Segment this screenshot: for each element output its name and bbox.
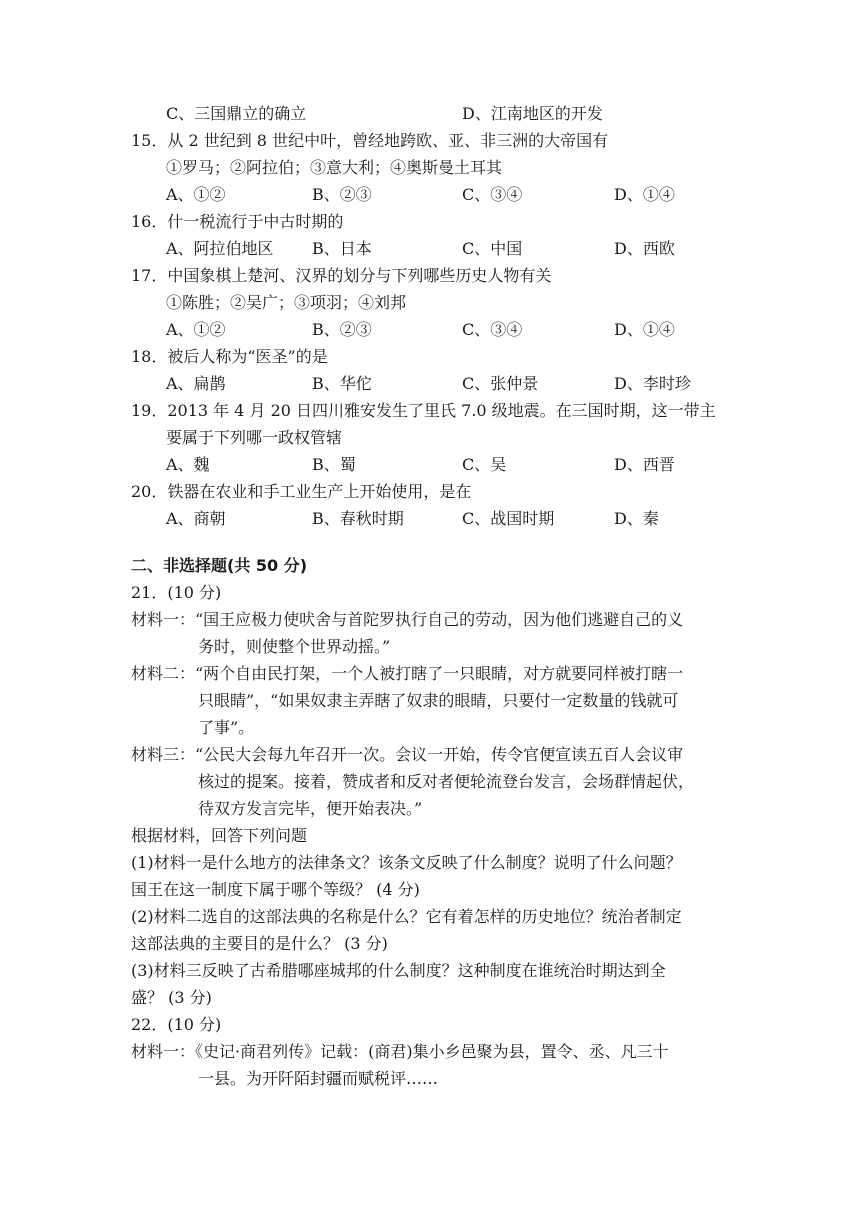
q17-option-a: A、①② <box>166 320 226 339</box>
q15-option-b: B、②③ <box>312 185 372 204</box>
q17-stem: 17．中国象棋上楚河、汉界的划分与下列哪些历史人物有关 <box>131 266 552 285</box>
q18-option-b: B、华佗 <box>312 374 372 393</box>
q17-items: ①陈胜；②吴广；③项羽；④刘邦 <box>166 293 407 312</box>
q19-stem-line1: 19．2013 年 4 月 20 日四川雅安发生了里氏 7.0 级地震。在三国时期，这一带主 <box>131 401 716 420</box>
q21-material2-line1: 材料二：“两个自由民打架，一个人被打瞎了一只眼睛，对方就要同样被打瞎一 <box>131 664 684 683</box>
q21-subquestion3-line2: 盛？ (3 分) <box>131 988 212 1007</box>
q18-option-d: D、李时珍 <box>614 374 691 393</box>
q16-option-d: D、西欧 <box>614 239 675 258</box>
q21-material3-line2: 核过的提案。接着，赞成者和反对者便轮流登台发言，会场群情起伏， <box>198 772 695 791</box>
q16-stem: 16．什一税流行于中古时期的 <box>131 212 344 231</box>
q21-material1-line2: 务时，则使整个世界动摇。” <box>198 637 391 656</box>
q18-option-c: C、张仲景 <box>462 374 539 393</box>
q19-stem-line2: 要属于下列哪一政权管辖 <box>166 428 343 447</box>
q21-material2-line2: 只眼睛”，“如果奴隶主弄瞎了奴隶的眼睛，只要付一定数量的钱就可 <box>198 691 679 710</box>
q16-option-b: B、日本 <box>312 239 372 258</box>
q17-option-b: B、②③ <box>312 320 372 339</box>
q15-option-d: D、①④ <box>614 185 675 204</box>
q16-option-a: A、阿拉伯地区 <box>166 239 274 258</box>
q21-subquestion1-line1: (1)材料一是什么地方的法律条文？该条文反映了什么制度？说明了什么问题？ <box>131 853 682 872</box>
section-heading: 二、非选择题(共 50 分) <box>131 556 308 575</box>
q21-material3-line3: 待双方发言完毕，便开始表决。” <box>198 799 423 818</box>
q20-option-d: D、秦 <box>614 509 659 528</box>
q19-option-a: A、魏 <box>166 455 210 474</box>
q18-option-a: A、扁鹊 <box>166 374 226 393</box>
q21-subquestion2-line1: (2)材料二选自的这部法典的名称是什么？它有着怎样的历史地位？统治者制定 <box>131 907 682 926</box>
q18-stem: 18．被后人称为“医圣”的是 <box>131 347 328 366</box>
q15-option-a: A、①② <box>166 185 226 204</box>
q16-option-c: C、中国 <box>462 239 523 258</box>
q21-subquestion2-line2: 这部法典的主要目的是什么？ (3 分) <box>131 934 388 953</box>
q21-material3-line1: 材料三：“公民大会每九年召开一次。会议一开始，传令官便宣读五百人会议审 <box>131 745 684 764</box>
q15-option-c: C、③④ <box>462 185 523 204</box>
q22-material1-line1: 材料一：《史记·商君列传》记载：(商君)集小乡邑聚为县，置令、丞、凡三十 <box>131 1042 669 1061</box>
q22-header: 22．(10 分) <box>131 1015 222 1034</box>
q21-subquestion1-line2: 国王在这一制度下属于哪个等级？ (4 分) <box>131 880 420 899</box>
q20-option-b: B、春秋时期 <box>312 509 404 528</box>
q17-option-c: C、③④ <box>462 320 523 339</box>
q21-material2-line3: 了事”。 <box>198 718 255 737</box>
q19-option-b: B、蜀 <box>312 455 356 474</box>
q21-material1-line1: 材料一：“国王应极力使吠舍与首陀罗执行自己的劳动，因为他们逃避自己的义 <box>131 610 684 629</box>
q20-stem: 20．铁器在农业和手工业生产上开始使用，是在 <box>131 482 472 501</box>
q21-prompt: 根据材料，回答下列问题 <box>131 826 308 845</box>
q22-material1-line2: 一县。为开阡陌封疆而赋税评…… <box>198 1069 439 1088</box>
q14-option-c: C、三国鼎立的确立 <box>166 104 307 123</box>
q17-option-d: D、①④ <box>614 320 675 339</box>
q19-option-c: C、吴 <box>462 455 507 474</box>
q15-items: ①罗马；②阿拉伯；③意大利；④奥斯曼土耳其 <box>166 158 503 177</box>
q21-header: 21．(10 分) <box>131 583 222 602</box>
q14-option-d: D、江南地区的开发 <box>462 104 603 123</box>
q20-option-a: A、商朝 <box>166 509 226 528</box>
q20-option-c: C、战国时期 <box>462 509 555 528</box>
q19-option-d: D、西晋 <box>614 455 675 474</box>
q21-subquestion3-line1: (3)材料三反映了古希腊哪座城邦的什么制度？这种制度在谁统治时期达到全 <box>131 961 666 980</box>
q15-stem: 15．从 2 世纪到 8 世纪中叶，曾经地跨欧、亚、非三洲的大帝国有 <box>131 131 609 150</box>
